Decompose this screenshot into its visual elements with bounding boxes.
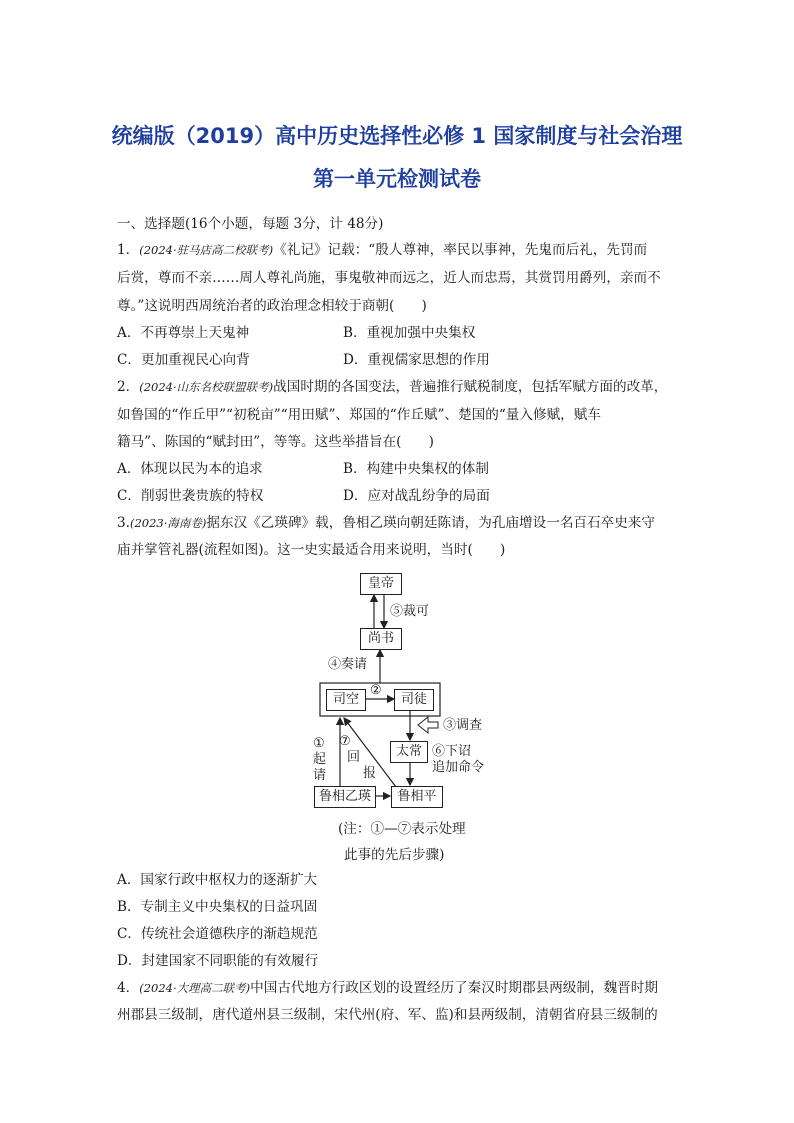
q3-option-d[interactable]: D．封建国家不同职能的有效履行 bbox=[117, 953, 319, 969]
q4-line1 bbox=[117, 978, 658, 998]
page-subtitle: 第一单元检测试卷 bbox=[313, 167, 481, 191]
q1-option-a[interactable]: A．不再尊崇上天鬼神 bbox=[117, 325, 250, 341]
label-step7a: ⑦ bbox=[339, 734, 351, 749]
label-step2: ② bbox=[370, 683, 382, 698]
q1-option-d[interactable]: D．重视儒家思想的作用 bbox=[343, 352, 490, 368]
q3-source: (2023·海南卷) bbox=[129, 516, 207, 530]
label-step6b: 追加命令 bbox=[432, 760, 485, 775]
q2-line1 bbox=[117, 377, 667, 397]
page-title: 统编版（2019）高中历史选择性必修 1 国家制度与社会治理 bbox=[111, 124, 683, 148]
q4-number: 4． bbox=[117, 980, 140, 996]
q2-text1: 战国时期的各国变法，普遍推行赋税制度，包括军赋方面的改革， bbox=[273, 379, 668, 395]
label-step1b: 起 bbox=[313, 752, 327, 767]
q2-line3: 籍马”、陈国的“赋封田”，等等。这些举措旨在( ) bbox=[117, 434, 434, 450]
q1-option-b[interactable]: B．重视加强中央集权 bbox=[343, 325, 476, 341]
q2-option-b[interactable]: B．构建中央集权的体制 bbox=[343, 461, 489, 477]
label-step7b: 回 bbox=[347, 750, 361, 765]
box-taichang: 太常 bbox=[390, 741, 428, 763]
box-situ: 司徒 bbox=[394, 689, 434, 711]
q2-number: 2． bbox=[117, 379, 140, 395]
label-step3: ③调查 bbox=[443, 718, 483, 733]
q1-line2: 后赏，尊而不亲……周人尊礼尚施，事鬼敬神而远之，近人而忠焉，其赏罚用爵列，亲而不 bbox=[117, 270, 661, 286]
q3-line1 bbox=[117, 513, 655, 533]
q1-line1 bbox=[117, 240, 647, 260]
q3-option-b[interactable]: B．专制主义中央集权的日益巩固 bbox=[117, 899, 318, 915]
q2-option-c[interactable]: C．削弱世袭贵族的特权 bbox=[117, 488, 264, 504]
box-shangshu: 尚书 bbox=[360, 628, 402, 650]
q3-text1: 据东汉《乙瑛碑》载，鲁相乙瑛向朝廷陈请，为孔庙增设一名百石卒史来守 bbox=[206, 515, 655, 531]
label-step4: ④奏请 bbox=[328, 657, 368, 672]
label-step7c: 报 bbox=[363, 766, 377, 781]
q3-option-c[interactable]: C．传统社会道德秩序的渐趋规范 bbox=[117, 926, 318, 942]
label-step5: ⑤裁可 bbox=[390, 604, 430, 619]
q1-source: (2024·驻马店高二校联考) bbox=[139, 243, 274, 257]
investigate-arrow bbox=[418, 717, 438, 733]
q2-line2: 如鲁国的“作丘甲”“初税亩”“用田赋”、郑国的“作丘赋”、楚国的“量入修赋，赋车 bbox=[117, 407, 601, 423]
q1-option-c[interactable]: C．更加重视民心向背 bbox=[117, 352, 250, 368]
q2-option-a[interactable]: A．体现以民为本的追求 bbox=[117, 461, 263, 477]
q3-line2: 庙并掌管礼器(流程如图)。这一史实最适合用来说明，当时( ) bbox=[117, 542, 506, 558]
q2-option-d[interactable]: D．应对战乱纷争的局面 bbox=[343, 488, 490, 504]
q2-source: (2024·山东名校联盟联考) bbox=[139, 380, 274, 394]
box-lu-ping: 鲁相平 bbox=[391, 786, 443, 808]
q3-number: 3. bbox=[117, 515, 130, 531]
q1-text1: 《礼记》记载：“殷人尊神，率民以事神，先鬼而后礼，先罚而 bbox=[273, 242, 648, 258]
diagram-note-line1: (注：①—⑦表示处理 bbox=[338, 821, 466, 837]
q4-text1: 中国古代地方行政区划的设置经历了秦汉时期郡县两级制，魏晋时期 bbox=[250, 980, 658, 996]
box-sikong: 司空 bbox=[326, 689, 366, 711]
q4-source: (2024·大理高二联考) bbox=[139, 981, 251, 995]
label-step6a: ⑥下诏 bbox=[432, 744, 472, 759]
q1-line3: 尊。”这说明西周统治者的政治理念相较于商朝( ) bbox=[117, 298, 427, 314]
q3-option-a[interactable]: A．国家行政中枢权力的逐渐扩大 bbox=[117, 872, 318, 888]
q4-line2: 州郡县三级制，唐代道州县三级制，宋代州(府、军、监)和县两级制，清朝省府县三级制的 bbox=[117, 1007, 658, 1023]
diagram-note-line2: 此事的先后步骤) bbox=[344, 847, 445, 863]
label-step1a: ① bbox=[313, 736, 325, 751]
label-step1c: 请 bbox=[313, 768, 327, 783]
box-emperor: 皇帝 bbox=[360, 573, 402, 595]
q1-number: 1． bbox=[117, 242, 140, 258]
section-header: 一、选择题(16个小题，每题 3分，计 48分) bbox=[117, 216, 384, 232]
box-lu-yiying: 鲁相乙瑛 bbox=[314, 786, 376, 808]
